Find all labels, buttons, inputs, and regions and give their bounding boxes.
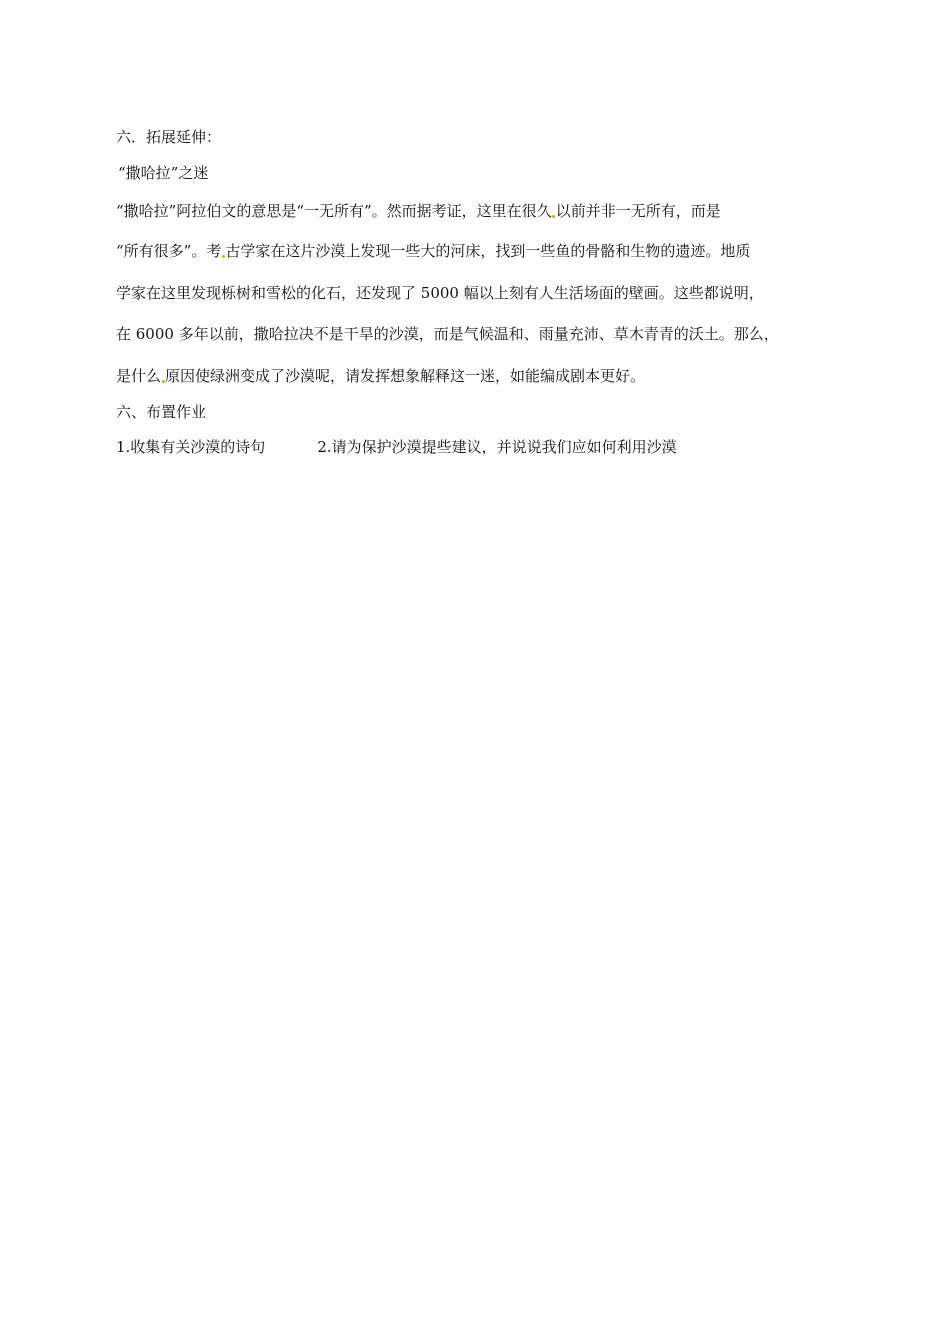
paragraph-line-1-part-a: “撒哈拉”阿拉伯文的意思是“一无所有”。然而据考证，这里在很久 (116, 202, 552, 220)
extension-heading: 六．拓展延伸： (116, 128, 222, 146)
paragraph-line-3: 学家在这里发现栎树和雪松的化石，还发现了 5000 幅以上刻有人生活场面的壁画。这些都说明， (116, 284, 764, 302)
paragraph-line-5-part-a: 是什么 (116, 367, 162, 385)
paragraph-line-4: 在 6000 多年以前，撒哈拉决不是干旱的沙漠，而是气候温和、雨量充沛、草木青青的沃土。那么， (116, 325, 779, 343)
paragraph-line-2 (116, 241, 750, 261)
paragraph-line-1 (116, 201, 721, 221)
homework-item-2: 2.请为保护沙漠提些建议，并说说我们应如何利用沙漠 (317, 438, 677, 456)
paragraph-line-5 (116, 366, 645, 386)
homework-heading: 六、布置作业 (116, 403, 207, 421)
paragraph-line-2-part-a: “所有很多”。考 (116, 242, 222, 260)
homework-list (116, 437, 677, 457)
paragraph-line-1-part-b: 以前并非一无所有，而是 (555, 202, 721, 220)
paragraph-line-5-part-b: 原因使绿洲变成了沙漠呢，请发挥想象解释这一迷，如能编成剧本更好。 (165, 367, 646, 385)
riddle-title: “撒哈拉”之迷 (118, 164, 209, 182)
paragraph-line-2-part-b: 古学家在这片沙漠上发现一些大的河床，找到一些鱼的骨骼和生物的遗迹。地质 (225, 242, 751, 260)
homework-item-1: 1.收集有关沙漠的诗句 (116, 438, 266, 456)
